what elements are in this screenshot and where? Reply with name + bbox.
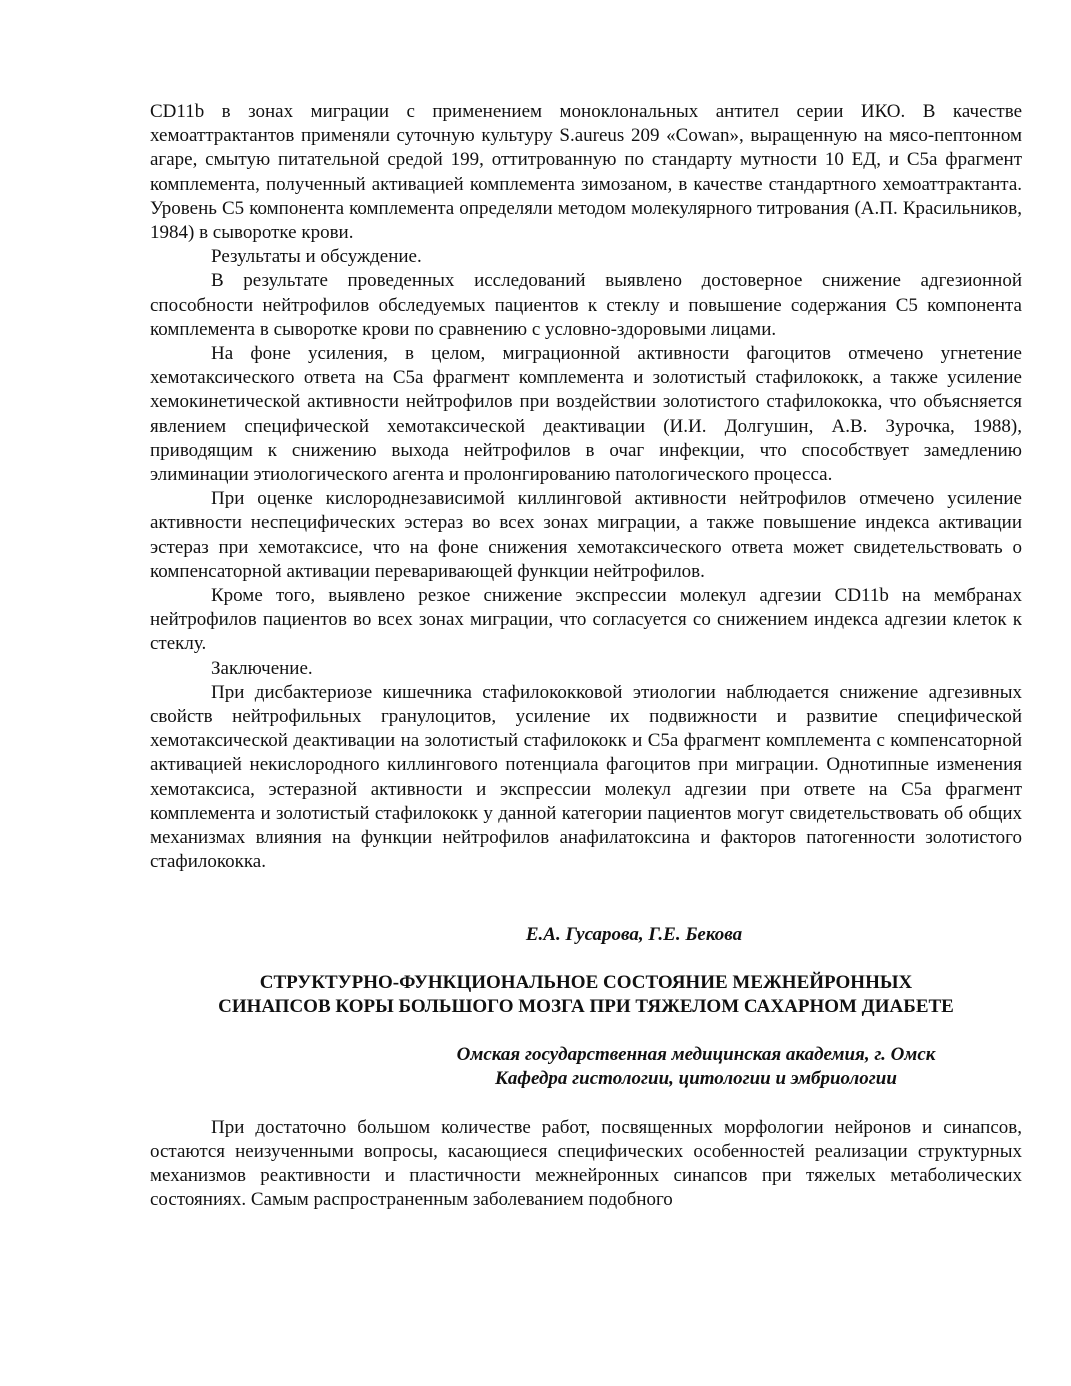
paragraph-conclusion: При дисбактериозе кишечника стафилококковой этиологии наблюдается снижение адгезивных свойств нейтрофильных гранулоцитов, усиление их подвижности и развитие специфической хемотаксической деактивации на золотистый стафилококк и С5а фрагмент комплемента с компенсаторной активацией некислородного киллингового потенциала фагоцитов при миграции. Однотипные изменения хемотаксиса, эстеразной активности и экспрессии молекул адгезии при ответе на С5а фрагмент комплемента и золотистый стафилококк у данной категории пациентов могут свидетельствовать об общих механизмах влияния на функции нейтрофилов анафилатоксина и факторов патогенности золотистого стафилококка. bbox=[150, 681, 1022, 873]
article-affiliation bbox=[150, 1043, 1022, 1091]
article-title-line-1: СТРУКТУРНО-ФУНКЦИОНАЛЬНОЕ СОСТОЯНИЕ МЕЖНЕЙРОННЫХ bbox=[259, 971, 913, 993]
affiliation-department: Кафедра гистологии, цитологии и эмбриологии bbox=[495, 1068, 897, 1090]
paragraph-results-2: На фоне усиления, в целом, миграционной активности фагоцитов отмечено угнетение хемотаксического ответа на С5а фрагмент комплемента и золотистый стафилококк, а также усиление хемокинетической активности нейтрофилов при воздействии золотистого стафилококка, что объясняется явлением специфической хемотаксической деактивации (И.И. Долгушин, А.В. Зурочка, 1988), приводящим к снижению выхода нейтрофилов в очаг инфекции, что способствует замедлению элиминации этиологического агента и пролонгированию патологического процесса. bbox=[150, 343, 1022, 486]
paragraph-results-4: Кроме того, выявлено резкое снижение экспрессии молекул адгезии CD11b на мембранах нейтрофилов пациентов во всех зонах миграции, что согласуется со снижением индекса адгезии клеток к стеклу. bbox=[150, 585, 1022, 655]
section-spacer bbox=[150, 1092, 1022, 1116]
article-title bbox=[150, 971, 1022, 1019]
section-spacer bbox=[150, 1019, 1022, 1043]
heading-conclusion: Заключение. bbox=[211, 657, 313, 679]
article-title-line-2: СИНАПСОВ КОРЫ БОЛЬШОГО МОЗГА ПРИ ТЯЖЕЛОМ САХАРНОМ ДИАБЕТЕ bbox=[218, 995, 954, 1017]
paragraph-article-intro: При достаточно большом количестве работ, посвященных морфологии нейронов и синапсов, остаются неизученными вопросы, касающиеся специфических особенностей реализации структурных механизмов реактивности и пластичности межнейронных синапсов при тяжелых метаболических состояниях. Самым распространенным заболеванием подобного bbox=[150, 1116, 1022, 1211]
paragraph-results-3: При оценке кислороднезависимой киллинговой активности нейтрофилов отмечено усиление активности неспецифических эстераз во всех зонах миграции, а также повышение индекса активации эстераз при хемотаксисе, что на фоне снижения хемотаксического ответа может свидетельствовать о компенсаторной активации переваривающей функции нейтрофилов. bbox=[150, 488, 1022, 582]
affiliation-institution: Омская государственная медицинская академия, г. Омск bbox=[456, 1044, 936, 1066]
section-spacer bbox=[150, 875, 1022, 923]
paragraph-results-1: В результате проведенных исследований выявлено достоверное снижение адгезионной способности нейтрофилов обследуемых пациентов к стеклу и повышение содержания С5 компонента комплемента в сыворотке крови по сравнению с условно-здоровыми лицами. bbox=[150, 270, 1022, 340]
article-authors: Е.А. Гусарова, Г.Е. Бекова bbox=[525, 923, 743, 945]
heading-results: Результаты и обсуждение. bbox=[211, 246, 422, 268]
section-spacer bbox=[150, 947, 1022, 971]
document-page bbox=[150, 100, 1022, 1212]
paragraph-methods: CD11b в зонах миграции с применением моноклональных антител серии ИКО. В качестве хемоаттрактантов применяли суточную культуру S.aureus 209 «Cowan», выращенную на мясо-пептонном агаре, смытую питательной средой 199, оттитрованную по стандарту мутности 10 ЕД, и С5а фрагмент комплемента, полученный активацией комплемента зимозаном, в качестве стандартного хемоаттрактанта. Уровень С5 компонента комплемента определяли методом молекулярного титрования (А.П. Красильников, 1984) в сыворотке крови. bbox=[150, 101, 1022, 244]
